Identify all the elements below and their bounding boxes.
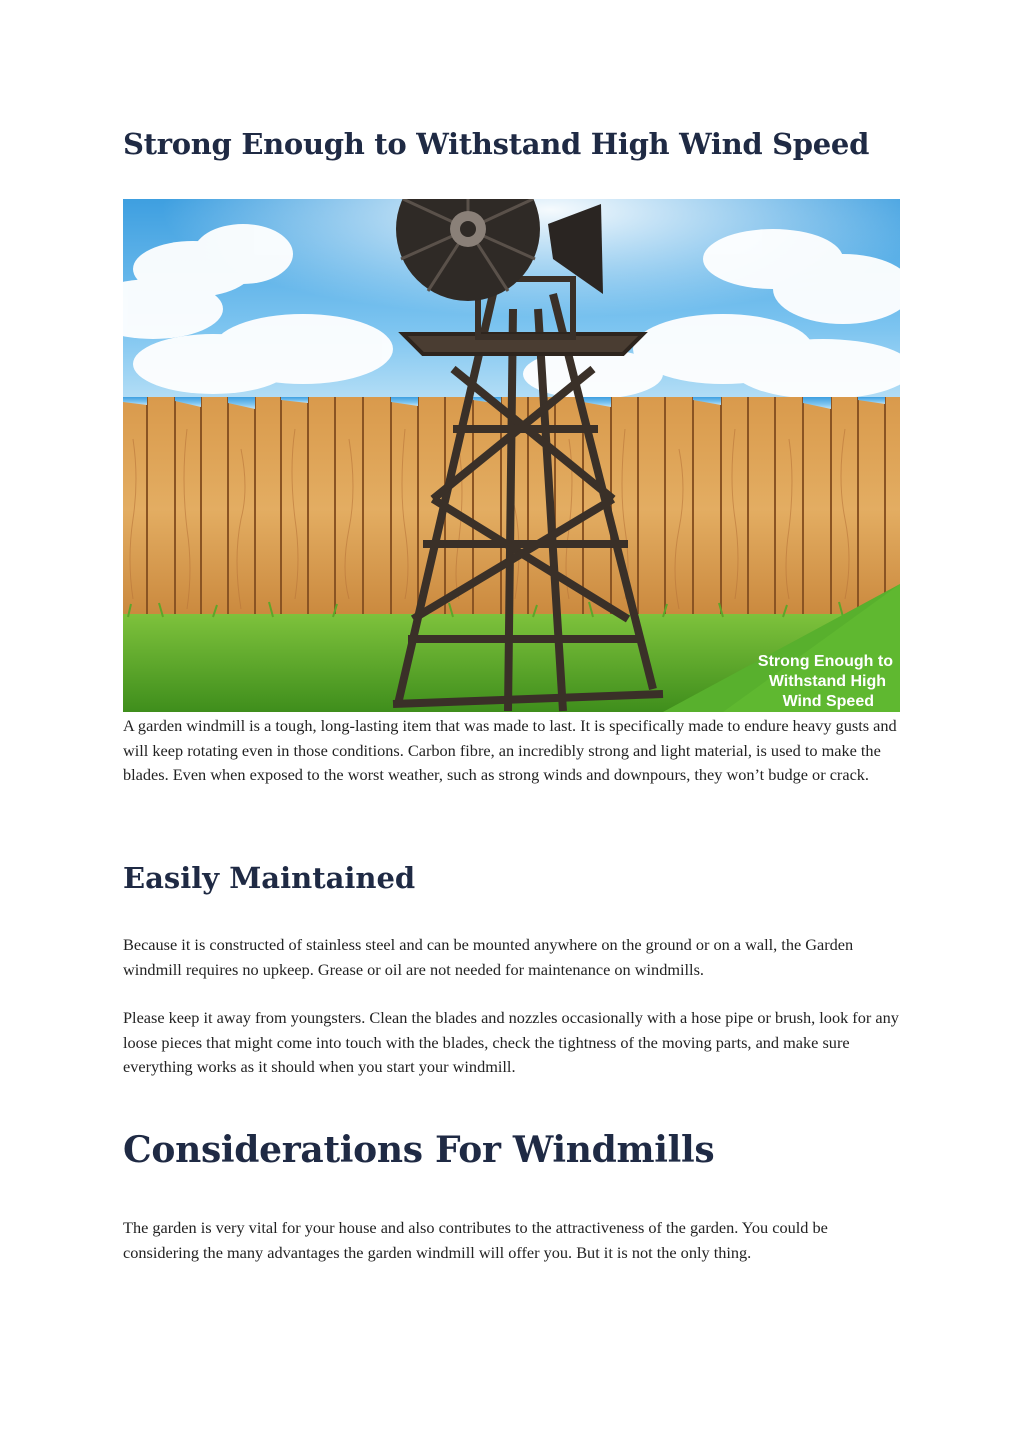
section-heading-strong: Strong Enough to Withstand High Wind Speed (123, 127, 870, 161)
section-heading-considerations: Considerations For Windmills (123, 1129, 715, 1171)
badge-line-2: Withstand High (768, 673, 886, 690)
badge-line-1: Strong Enough to (757, 653, 893, 670)
paragraph-care-tips: Please keep it away from youngsters. Clean the blades and nozzles occasionally with a hose pipe or brush, look for any loose pieces that might come into touch with the blades, check the tightness of the moving parts, and make sure everything works as it should when you start your windmill. (123, 1008, 899, 1076)
paragraph-considerations: The garden is very vital for your house and also contributes to the attractiveness of the garden. You could be considering the many advantages the garden windmill will offer you. But it is not the only thing. (123, 1218, 828, 1262)
badge-line-3: Wind Speed (782, 693, 874, 710)
windmill-hero-image (123, 199, 900, 712)
section-heading-maintained: Easily Maintained (123, 861, 416, 895)
paragraph-windmill-durability: A garden windmill is a tough, long-lasting item that was made to last. It is specifically made to endure heavy gusts and will keep rotating even in those conditions. Carbon fibre, an incredibly strong and light material, is used to make the blades. Even when exposed to the worst weather, such as strong winds and downpours, they won’t budge or crack. (123, 716, 897, 784)
paragraph-maintenance: Because it is constructed of stainless steel and can be mounted anywhere on the ground or on a wall, the Garden windmill requires no upkeep. Grease or oil are not needed for maintenance on windmills. (123, 935, 854, 979)
